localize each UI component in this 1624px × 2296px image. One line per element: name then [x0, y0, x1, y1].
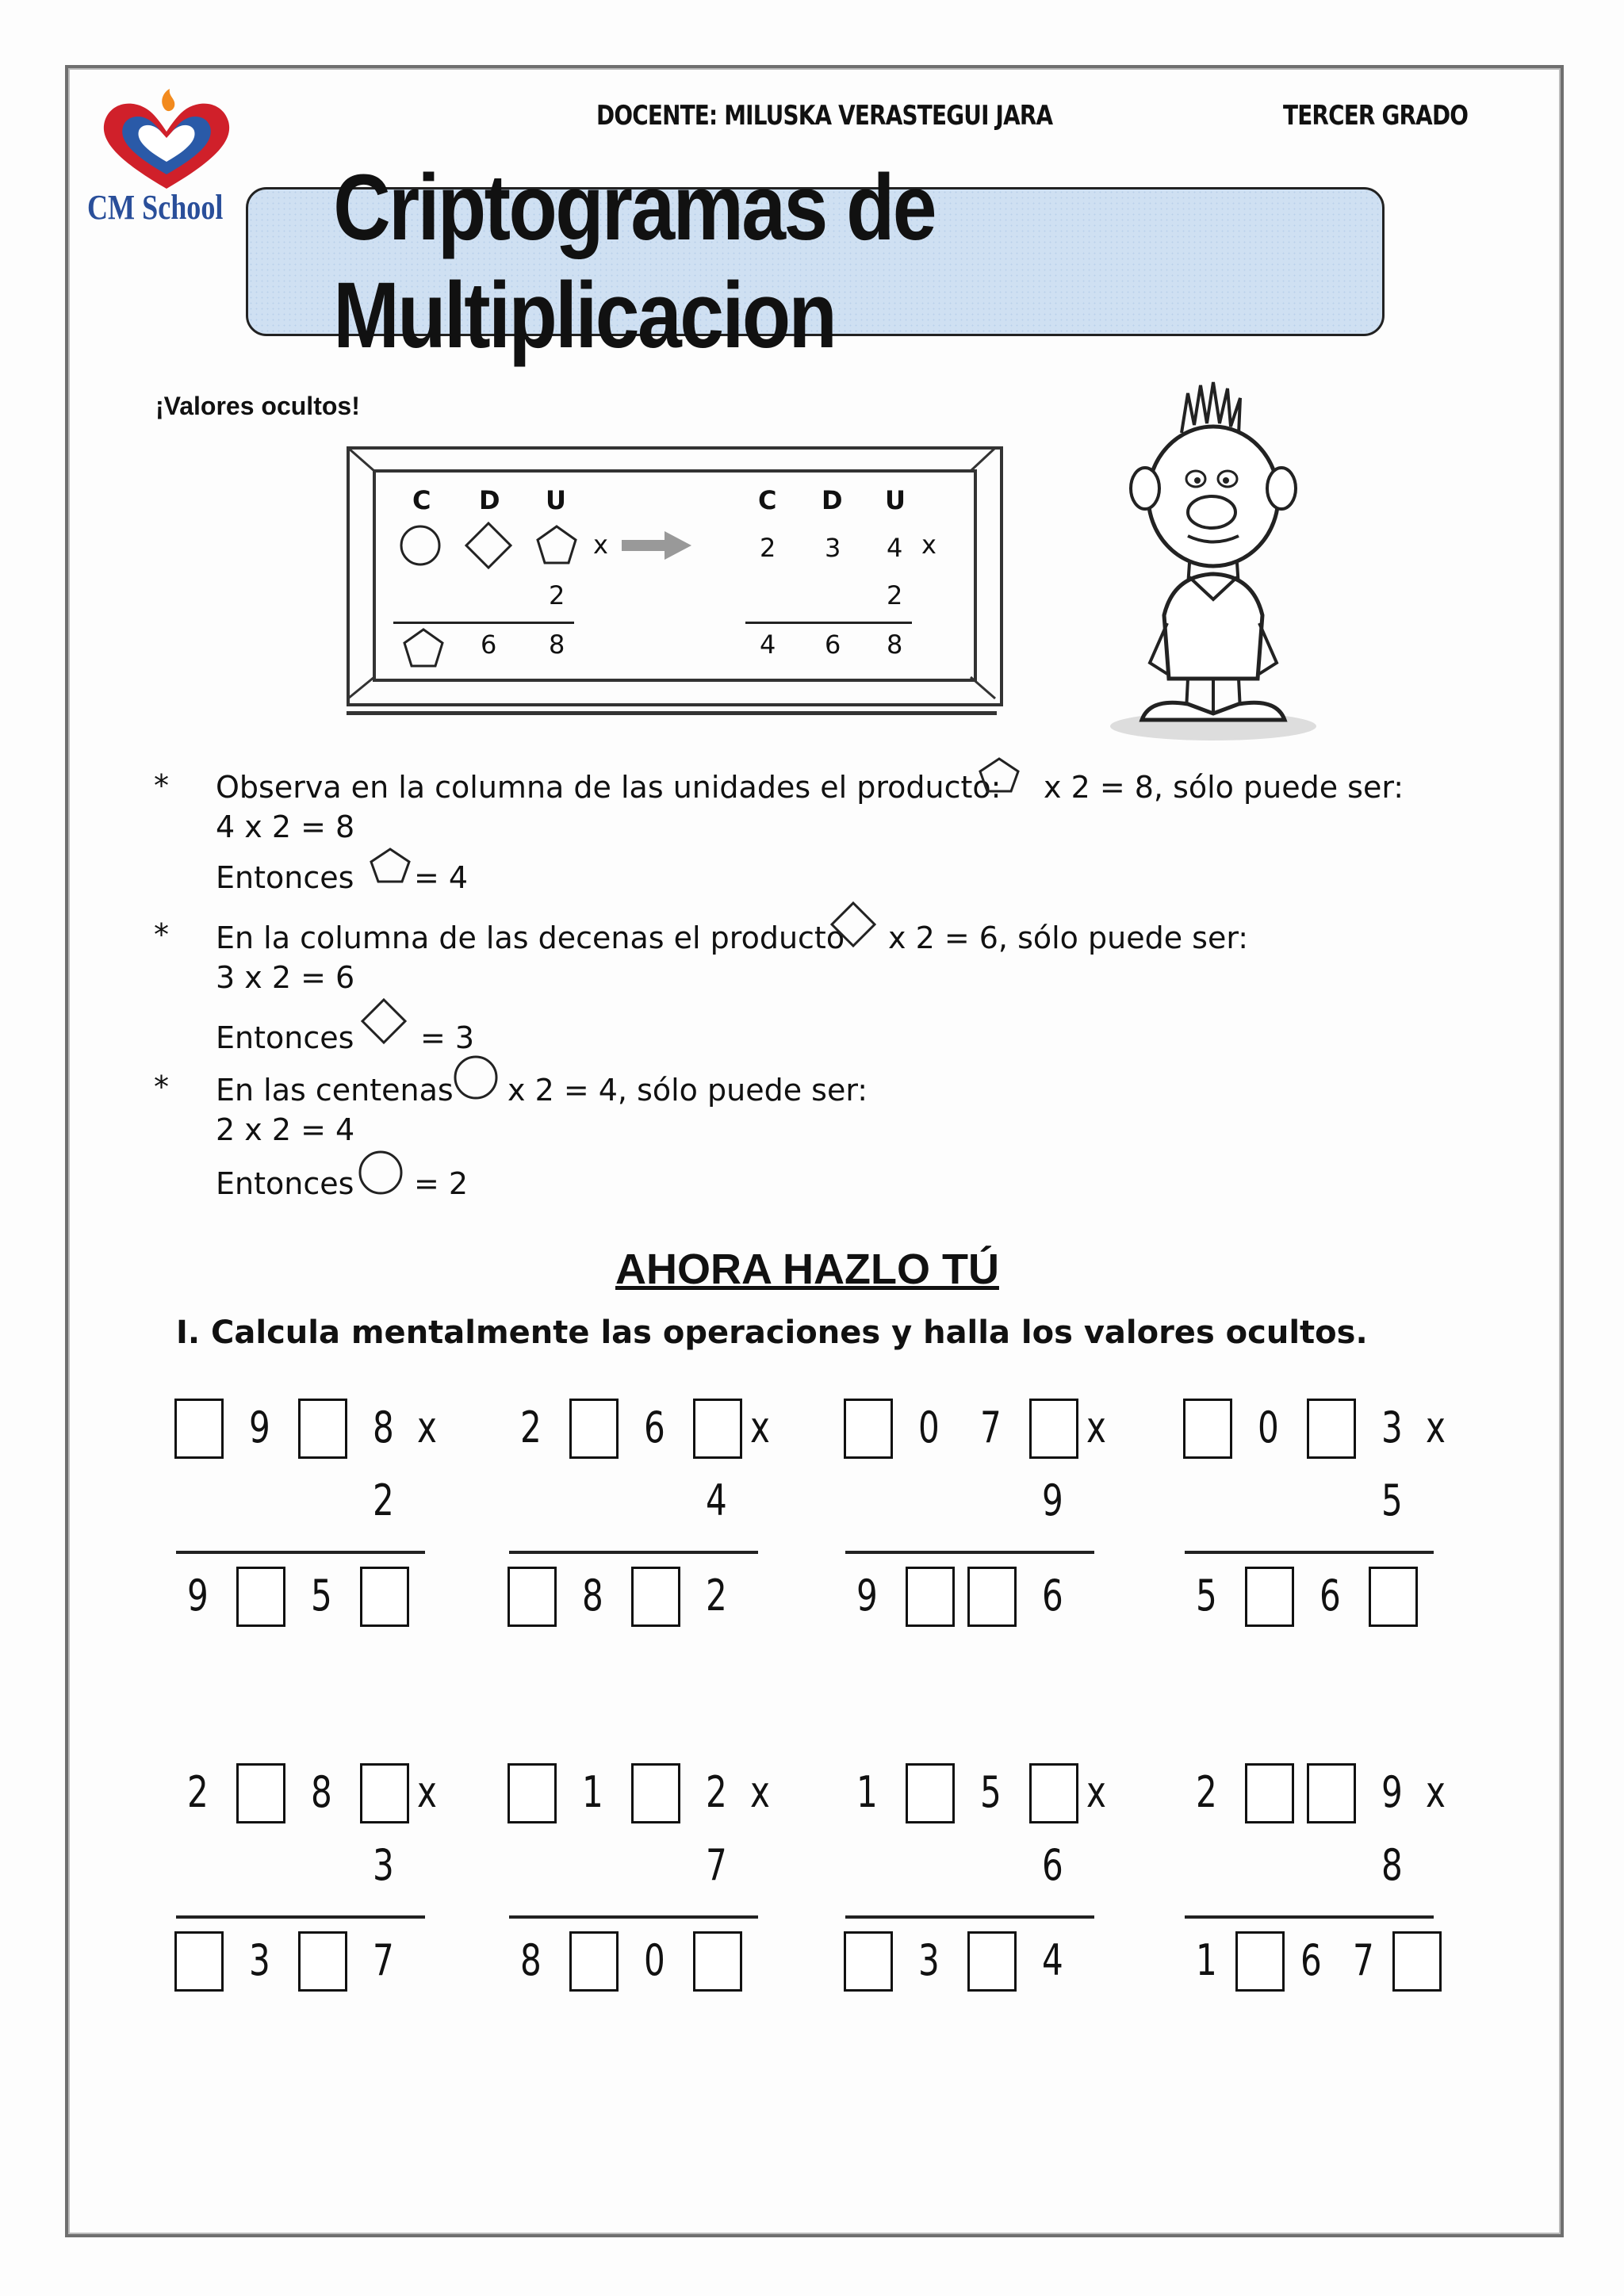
result-digit: 0	[644, 1935, 665, 1985]
answer-box[interactable]	[1029, 1763, 1078, 1823]
intro-label: ¡Valores ocultos!	[155, 392, 360, 420]
result-digit: 7	[1353, 1935, 1374, 1985]
digit: 2	[187, 1767, 209, 1817]
circle-shape-icon	[452, 1054, 500, 1100]
pentagon-shape-icon	[401, 626, 449, 671]
diamond-shape-icon	[463, 520, 519, 571]
multiplier-digit: 9	[1042, 1475, 1063, 1525]
result-digit: 6	[1300, 1935, 1322, 1985]
product-line	[509, 1915, 758, 1919]
result-digit: 8	[582, 1571, 603, 1621]
page-frame	[65, 65, 1564, 2237]
board-right-multiplier: 2	[887, 580, 903, 610]
answer-box[interactable]	[360, 1763, 409, 1823]
board-right-line	[745, 622, 912, 624]
product-line	[1185, 1551, 1434, 1554]
result-digit: 5	[311, 1571, 332, 1621]
digit: 2	[520, 1402, 542, 1452]
answer-box[interactable]	[174, 1931, 224, 1992]
digit: 2	[1196, 1767, 1217, 1817]
board-right-header-c: C	[758, 485, 777, 515]
result-digit: 3	[249, 1935, 270, 1985]
result-digit: 8	[520, 1935, 542, 1985]
explanation-2-text: En la columna de las decenas el producto	[216, 920, 845, 955]
board-left-result-u: 8	[549, 629, 565, 660]
answer-box[interactable]	[1029, 1399, 1078, 1459]
school-name: CM School	[87, 188, 224, 227]
heart-logo-icon	[87, 86, 246, 197]
bullet-1: *	[154, 768, 169, 803]
result-digit: 5	[1196, 1571, 1217, 1621]
answer-box[interactable]	[693, 1399, 742, 1459]
product-line	[176, 1551, 425, 1554]
board-left-times: x	[593, 530, 608, 560]
digit: 1	[856, 1767, 878, 1817]
circle-shape-icon	[357, 1150, 404, 1196]
answer-box[interactable]	[1183, 1399, 1232, 1459]
answer-box[interactable]	[906, 1567, 955, 1627]
digit: 2	[706, 1767, 727, 1817]
practice-title: AHORA HAZLO TÚ	[615, 1246, 999, 1293]
bullet-2: *	[154, 917, 169, 952]
board-right-header-u: U	[885, 485, 906, 515]
board-left-header-u: U	[546, 485, 566, 515]
answer-box[interactable]	[1307, 1399, 1356, 1459]
diamond-shape-icon	[828, 901, 879, 948]
answer-box[interactable]	[1245, 1567, 1294, 1627]
multiplier-digit: 7	[706, 1840, 727, 1890]
result-digit: 2	[706, 1571, 727, 1621]
pentagon-shape-icon	[370, 847, 414, 885]
multiplier-digit: 5	[1381, 1475, 1403, 1525]
times-sign: x	[750, 1402, 770, 1452]
answer-box[interactable]	[631, 1763, 680, 1823]
product-line	[1185, 1915, 1434, 1919]
diamond-shape-icon	[358, 997, 409, 1045]
multiplier-digit: 3	[373, 1840, 394, 1890]
times-sign: x	[417, 1402, 437, 1452]
answer-box[interactable]	[967, 1567, 1017, 1627]
answer-box[interactable]	[508, 1763, 557, 1823]
board-right-result-d: 6	[825, 629, 841, 660]
digit: 6	[644, 1402, 665, 1452]
board-left-multiplier: 2	[549, 580, 565, 610]
explanation-3-result: x 2 = 4, sólo puede ser:	[508, 1073, 868, 1108]
practice-instruction: I. Calcula mentalmente las operaciones y halla los valores ocultos.	[176, 1314, 1368, 1351]
times-sign: x	[417, 1767, 437, 1817]
times-sign: x	[1426, 1767, 1446, 1817]
explanation-1-text: Observa en la columna de las unidades el producto:	[216, 770, 1002, 805]
explanation-2-then-value: = 3	[420, 1020, 475, 1055]
result-digit: 6	[1320, 1571, 1341, 1621]
times-sign: x	[1086, 1767, 1106, 1817]
answer-box[interactable]	[1369, 1567, 1418, 1627]
answer-box[interactable]	[631, 1567, 680, 1627]
explanation-1-result: x 2 = 8, sólo puede ser:	[1044, 770, 1404, 805]
explanation-1-then-value: = 4	[414, 860, 469, 895]
circle-shape-icon	[396, 523, 452, 568]
explanation-1-equation: 4 x 2 = 8	[216, 809, 355, 844]
multiplier-digit: 8	[1381, 1840, 1403, 1890]
multiplier-digit: 6	[1042, 1840, 1063, 1890]
answer-box[interactable]	[508, 1567, 557, 1627]
grade-label: TERCER GRADO	[1283, 100, 1469, 132]
board-right-result-u: 8	[887, 629, 903, 660]
explanation-3-equation: 2 x 2 = 4	[216, 1112, 355, 1147]
board-left-line	[393, 622, 574, 624]
explanation-1-then-label: Entonces	[216, 860, 354, 895]
explanation-3-then-label: Entonces	[216, 1166, 354, 1201]
board-right-result-c: 4	[760, 629, 776, 660]
digit: 7	[980, 1402, 1002, 1452]
product-line	[176, 1915, 425, 1919]
digit: 9	[1381, 1767, 1403, 1817]
title-banner	[246, 155, 1385, 368]
answer-box[interactable]	[569, 1399, 619, 1459]
answer-box[interactable]	[236, 1763, 285, 1823]
answer-box[interactable]	[360, 1567, 409, 1627]
board-left-header-d: D	[479, 485, 500, 515]
answer-box[interactable]	[967, 1931, 1017, 1992]
answer-box[interactable]	[906, 1763, 955, 1823]
multiplier-digit: 4	[706, 1475, 727, 1525]
explanation-2-equation: 3 x 2 = 6	[216, 960, 355, 995]
bullet-3: *	[154, 1070, 169, 1104]
explanation-3-then-value: = 2	[414, 1166, 469, 1201]
answer-box[interactable]	[1235, 1931, 1285, 1992]
answer-box[interactable]	[1392, 1931, 1442, 1992]
result-digit: 4	[1042, 1935, 1063, 1985]
times-sign: x	[1086, 1402, 1106, 1452]
answer-box[interactable]	[844, 1931, 893, 1992]
product-line	[845, 1551, 1094, 1554]
chalkboard-base	[347, 711, 997, 715]
answer-box[interactable]	[844, 1399, 893, 1459]
board-right-times: x	[921, 530, 936, 560]
result-digit: 3	[918, 1935, 940, 1985]
digit: 8	[373, 1402, 394, 1452]
board-left-result-d: 6	[481, 629, 497, 660]
times-sign: x	[750, 1767, 770, 1817]
answer-box[interactable]	[693, 1931, 742, 1992]
board-right-top-d: 3	[825, 533, 841, 563]
board-right-header-d: D	[822, 485, 843, 515]
explanation-3-text: En las centenas	[216, 1073, 454, 1108]
answer-box[interactable]	[298, 1931, 347, 1992]
answer-box[interactable]	[1307, 1763, 1356, 1823]
digit: 1	[582, 1767, 603, 1817]
digit: 9	[249, 1402, 270, 1452]
digit: 5	[980, 1767, 1002, 1817]
school-logo	[87, 86, 246, 228]
board-right-top-u: 4	[887, 533, 903, 563]
result-digit: 7	[373, 1935, 394, 1985]
explanation-2-then-label: Entonces	[216, 1020, 354, 1055]
product-line	[845, 1915, 1094, 1919]
pentagon-shape-icon	[979, 756, 1023, 794]
digit: 3	[1381, 1402, 1403, 1452]
times-sign: x	[1426, 1402, 1446, 1452]
teacher-name: DOCENTE: MILUSKA VERASTEGUI JARA	[596, 100, 1053, 132]
board-left-header-c: C	[412, 485, 431, 515]
answer-box[interactable]	[174, 1399, 224, 1459]
cartoon-boy-illustration	[1094, 377, 1332, 742]
result-digit: 9	[187, 1571, 209, 1621]
digit: 8	[311, 1767, 332, 1817]
answer-box[interactable]	[236, 1567, 285, 1627]
board-right-top-c: 2	[760, 533, 776, 563]
explanation-2-result: x 2 = 6, sólo puede ser:	[888, 920, 1249, 955]
result-digit: 6	[1042, 1571, 1063, 1621]
answer-box[interactable]	[1245, 1763, 1294, 1823]
result-digit: 1	[1196, 1935, 1217, 1985]
answer-box[interactable]	[298, 1399, 347, 1459]
arrow-right-icon	[622, 528, 693, 563]
product-line	[509, 1551, 758, 1554]
digit: 0	[918, 1402, 940, 1452]
answer-box[interactable]	[569, 1931, 619, 1992]
page-title: Criptogramas de Multiplicacion	[333, 155, 936, 368]
pentagon-shape-icon	[534, 523, 582, 568]
result-digit: 9	[856, 1571, 878, 1621]
digit: 0	[1258, 1402, 1279, 1452]
multiplier-digit: 2	[373, 1475, 394, 1525]
